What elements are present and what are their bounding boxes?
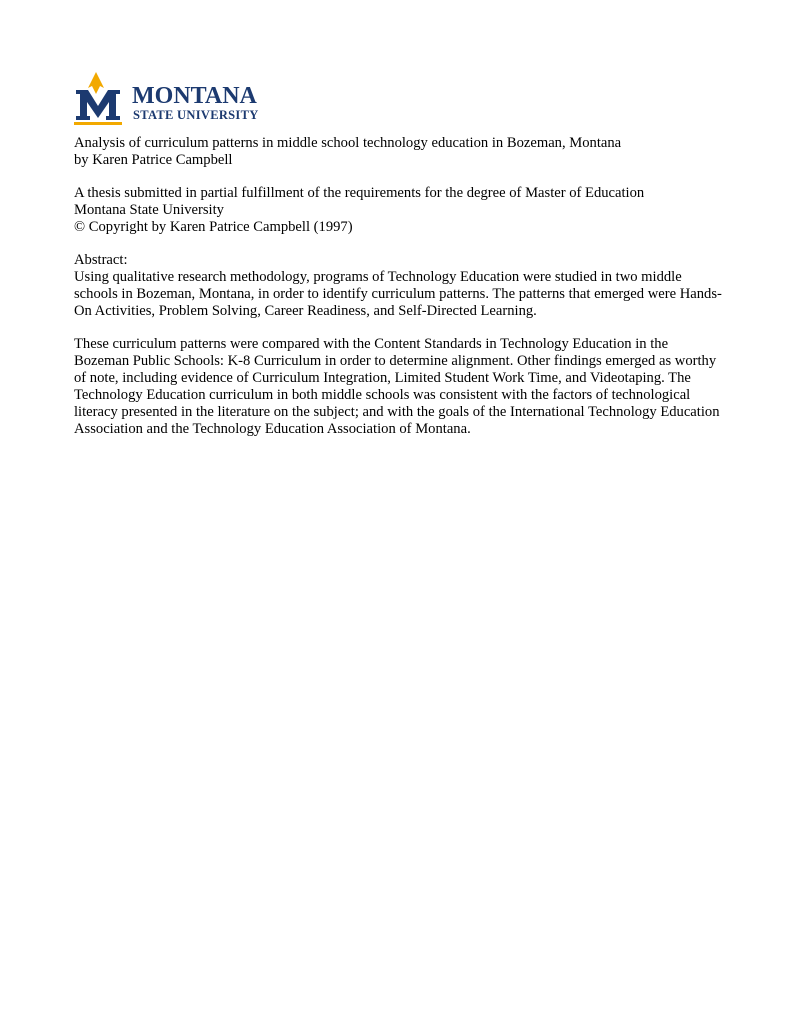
mountain-peak-icon <box>88 72 104 94</box>
gold-bar-icon <box>74 122 122 125</box>
thesis-title: Analysis of curriculum patterns in middle school technology education in Bozeman, Montana <box>74 135 622 151</box>
copyright: © Copyright by Karen Patrice Campbell (1997) <box>74 219 353 235</box>
m-monogram-icon <box>76 90 120 120</box>
msu-logo-svg <box>74 70 274 126</box>
thesis-record <box>74 135 724 438</box>
abstract-paragraph-1: Using qualitative research methodology, programs of Technology Education were studied in two middle schools in Bozeman, Montana, in order to identify curriculum patterns. The patterns that emerged were Hands-On Activities, Problem Solving, Career Readiness, and Self-Directed Learning. <box>74 269 722 319</box>
degree-statement: A thesis submitted in partial fulfillment of the requirements for the degree of Master of Education <box>74 185 645 201</box>
logo-line1: MONTANA <box>132 83 257 109</box>
msu-logo <box>74 70 274 126</box>
thesis-author: by Karen Patrice Campbell <box>74 152 233 168</box>
abstract-paragraph-2: These curriculum patterns were compared with the Content Standards in Technology Education in the Bozeman Public Schools: K-8 Curriculum in order to determine alignment. Other findings emerged as worthy of note, including evidence of Curriculum Integration, Limited Student Work Time, and Videotaping. The Technology Education curriculum in both middle schools was consistent with the factors of technological literacy presented in the literature on the subject; and with the goals of the International Technology Education Association and the Technology Education Association of Montana. <box>74 336 720 437</box>
abstract-heading: Abstract: <box>74 252 128 268</box>
logo-line2: STATE UNIVERSITY <box>133 108 259 122</box>
institution: Montana State University <box>74 202 224 218</box>
